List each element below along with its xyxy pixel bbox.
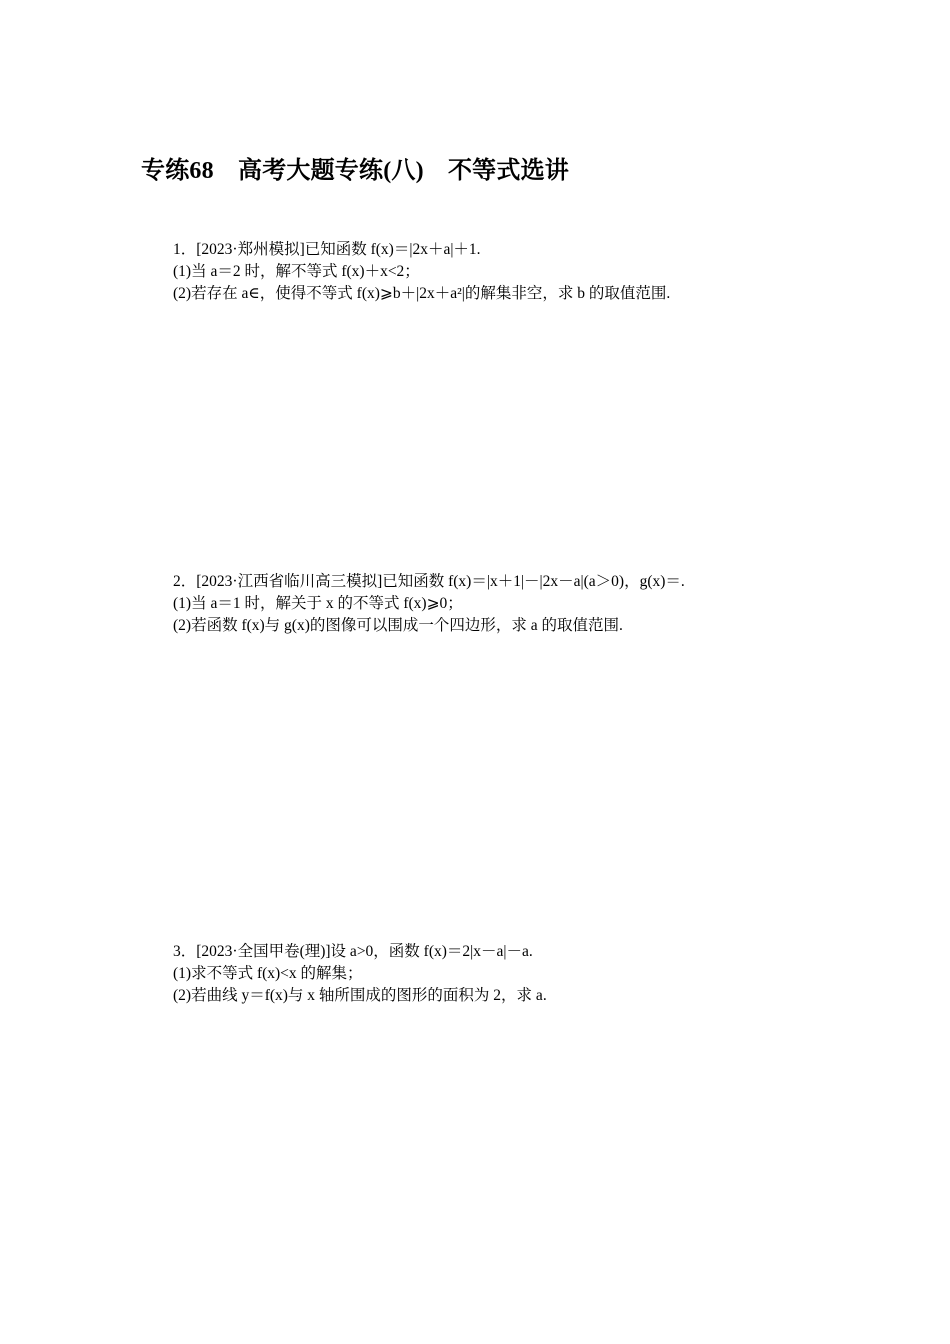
problem-2-stem: 2．[2023·江西省临川高三模拟]已知函数 f(x)＝|x＋1|－|2x－a|(a＞0)，g(x)＝. — [173, 573, 685, 590]
problem-2 — [173, 571, 813, 637]
problem-2-part-2: (2)若函数 f(x)与 g(x)的图像可以围成一个四边形，求 a 的取值范围. — [173, 617, 623, 634]
problem-3 — [173, 941, 813, 1007]
problem-1 — [173, 239, 813, 305]
page-title: 专练68 高考大题专练(八) 不等式选讲 — [141, 158, 569, 184]
problem-2-part-1: (1)当 a＝1 时，解关于 x 的不等式 f(x)⩾0； — [173, 595, 463, 612]
problem-1-part-2: (2)若存在 a∈，使得不等式 f(x)⩾b＋|2x＋a²|的解集非空，求 b 的取值范围. — [173, 285, 671, 302]
problem-3-part-1: (1)求不等式 f(x)<x 的解集； — [173, 965, 363, 982]
problem-3-stem: 3．[2023·全国甲卷(理)]设 a>0，函数 f(x)＝2|x－a|－a. — [173, 943, 533, 960]
problem-1-stem: 1．[2023·郑州模拟]已知函数 f(x)＝|2x＋a|＋1. — [173, 241, 481, 258]
problem-3-part-2: (2)若曲线 y＝f(x)与 x 轴所围成的图形的面积为 2，求 a. — [173, 987, 547, 1004]
problem-1-part-1: (1)当 a＝2 时，解不等式 f(x)＋x<2； — [173, 263, 420, 280]
